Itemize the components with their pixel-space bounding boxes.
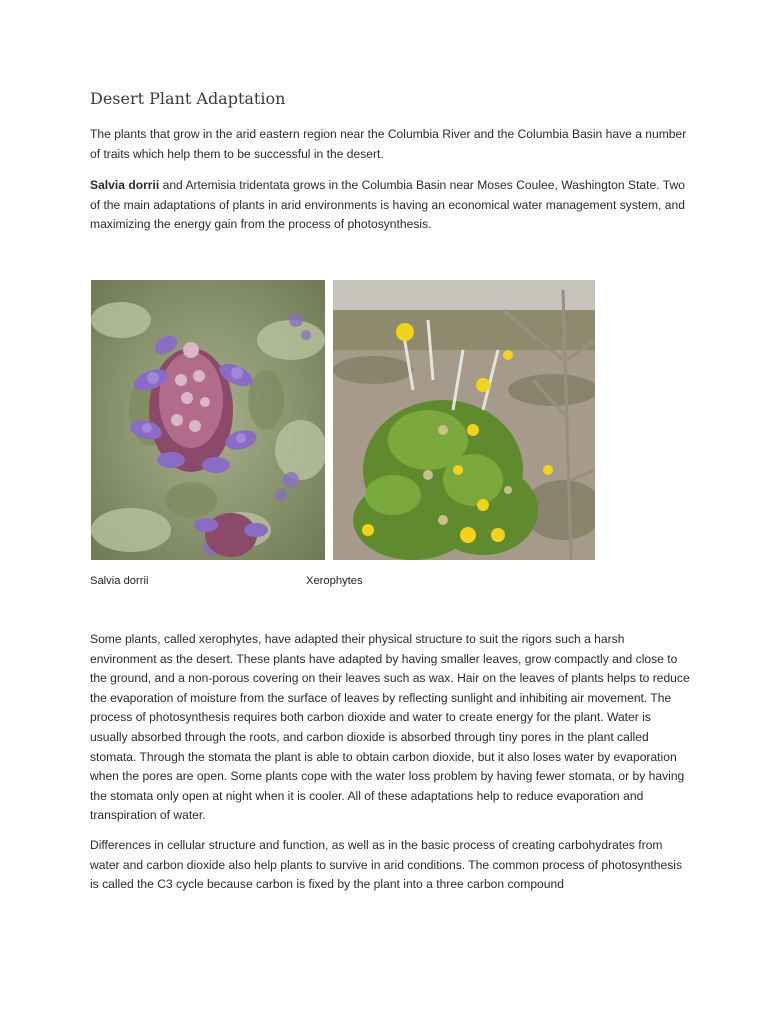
xerophytes-paragraph: Some plants, called xerophytes, have adapted their physical structure to suit the rigors such a harsh environment as the desert. These plants have adapted by having smaller leaves, grow compactly and close to the ground, and a non-porous covering on their leaves such as wax. Hair on the leaves of plants helps to reduce the evaporation of moisture from the surface of leaves by reflecting sunlight and inhibiting air movement. The process of photosynthesis requires both carbon dioxide and water to create energy for the plant. Water is usually absorbed through the roots, and carbon dioxide is absorbed through tiny pores in the plant called stomata. Through the stomata the plant is able to obtain carbon dioxide, but it also loses water by evaporation when the pores are open. Some plants cope with the water loss problem by having fewer stomata, or by having the stomata only open at night when it is cooler. All of these adaptations help to reduce evaporation and transpiration of water. [90, 632, 690, 823]
page-title: Desert Plant Adaptation [90, 89, 286, 108]
species-name: Salvia dorrii [90, 178, 160, 192]
salvia-dorrii-photo [91, 280, 325, 560]
xerophytes-caption: Xerophytes [306, 575, 363, 587]
intro-paragraph: The plants that grow in the arid eastern region near the Columbia River and the Columbia Basin have a number of traits which help them to be successful in the desert. [90, 127, 687, 161]
xerophytes-image [333, 280, 595, 560]
salvia-dorrii-caption: Salvia dorrii [90, 575, 149, 587]
species-paragraph-text: and Artemisia tridentata grows in the Columbia Basin near Moses Coulee, Washington State. Two of the main adaptations of plants in arid environments is having an economical water management system, and maximizing the energy gain from the process of photosynthesis. [90, 178, 685, 232]
xerophytes-photo [333, 280, 595, 560]
species-paragraph [90, 176, 690, 235]
cellular-structure-paragraph: Differences in cellular structure and function, as well as in the basic process of creating carbohydrates from water and carbon dioxide also help plants to survive in arid conditions. The common process of photosynthesis is called the C3 cycle because carbon is fixed by the plant into a three carbon compound [90, 838, 683, 892]
salvia-dorrii-image [91, 280, 325, 560]
